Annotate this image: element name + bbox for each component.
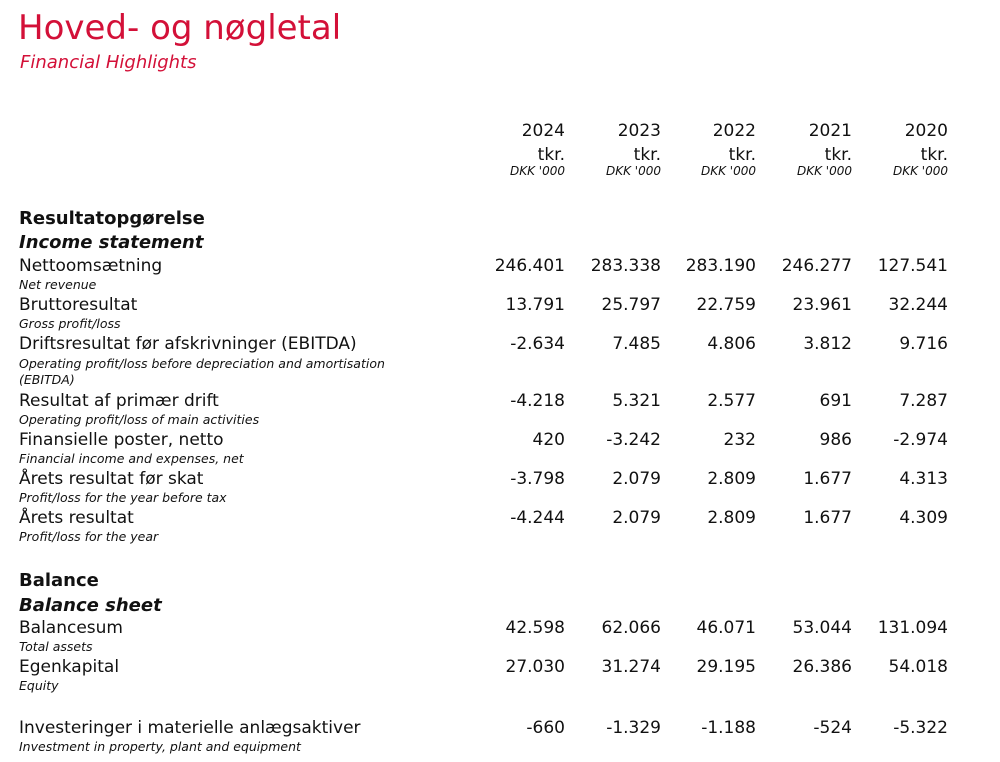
row-value: 127.541 (877, 256, 948, 276)
row-value: 131.094 (877, 618, 948, 638)
row-label-en: Investment in property, plant and equipment (19, 739, 301, 754)
row-value: 25.797 (601, 295, 661, 315)
page-title: Hoved- og nøgletal (18, 8, 342, 48)
section-heading-income: Resultatopgørelse (19, 208, 205, 229)
row-value: -4.244 (510, 508, 565, 528)
row-label-en: Profit/loss for the year (19, 529, 159, 544)
row-value: 13.791 (505, 295, 565, 315)
section-heading-balance: Balance (19, 570, 99, 591)
row-value: -3.242 (606, 430, 661, 450)
row-label: Årets resultat (19, 508, 134, 528)
row-label-en: Profit/loss for the year before tax (19, 490, 227, 505)
row-value: 2.079 (612, 469, 661, 489)
column-year: 2020 (904, 121, 948, 141)
column-unit-en: DKK '000 (510, 164, 565, 178)
row-value: 26.386 (792, 657, 852, 677)
row-value: -1.188 (701, 718, 756, 738)
row-value: 420 (532, 430, 565, 450)
column-year: 2021 (808, 121, 852, 141)
row-value: 32.244 (888, 295, 948, 315)
section-heading-income-en: Income statement (19, 232, 204, 253)
row-value: 283.190 (685, 256, 756, 276)
row-value: -524 (813, 718, 852, 738)
row-value: -660 (526, 718, 565, 738)
row-value: 246.277 (781, 256, 852, 276)
row-value: 27.030 (505, 657, 565, 677)
row-label: Investeringer i materielle anlægsaktiver (19, 718, 361, 738)
column-unit: tkr. (824, 145, 852, 165)
row-value: 691 (819, 391, 852, 411)
column-unit: tkr. (728, 145, 756, 165)
row-value: -5.322 (893, 718, 948, 738)
row-label-en: Net revenue (19, 277, 97, 292)
row-value: 986 (819, 430, 852, 450)
row-label: Nettoomsætning (19, 256, 163, 276)
row-label: Finansielle poster, netto (19, 430, 224, 450)
row-value: -3.798 (510, 469, 565, 489)
row-value: 22.759 (696, 295, 756, 315)
row-value: 54.018 (888, 657, 948, 677)
row-value: 1.677 (803, 469, 852, 489)
row-value: 7.485 (612, 334, 661, 354)
row-value: 53.044 (792, 618, 852, 638)
row-label-en: Equity (19, 678, 59, 693)
column-unit: tkr. (920, 145, 948, 165)
row-value: 3.812 (803, 334, 852, 354)
row-value: 246.401 (494, 256, 565, 276)
row-value: 232 (723, 430, 756, 450)
row-label: Driftsresultat før afskrivninger (EBITDA) (19, 334, 357, 354)
column-unit-en: DKK '000 (701, 164, 756, 178)
row-value: 9.716 (899, 334, 948, 354)
row-label: Årets resultat før skat (19, 469, 204, 489)
row-label: Resultat af primær drift (19, 391, 219, 411)
column-year: 2022 (712, 121, 756, 141)
column-unit-en: DKK '000 (606, 164, 661, 178)
row-value: 2.577 (707, 391, 756, 411)
row-value: 42.598 (505, 618, 565, 638)
row-value: 2.079 (612, 508, 661, 528)
section-heading-balance-en: Balance sheet (19, 595, 162, 616)
row-value: 4.806 (707, 334, 756, 354)
row-value: 1.677 (803, 508, 852, 528)
column-year: 2023 (617, 121, 661, 141)
row-label-en: Financial income and expenses, net (19, 451, 244, 466)
row-value: 7.287 (899, 391, 948, 411)
page-subtitle: Financial Highlights (20, 52, 197, 73)
row-value: 5.321 (612, 391, 661, 411)
row-value: 2.809 (707, 508, 756, 528)
column-unit: tkr. (633, 145, 661, 165)
row-label-en: Total assets (19, 639, 93, 654)
row-value: 46.071 (696, 618, 756, 638)
row-value: 283.338 (590, 256, 661, 276)
row-value: -1.329 (606, 718, 661, 738)
row-label-en: Operating profit/loss before depreciation and amortisation (EBITDA) (19, 356, 385, 387)
column-unit-en: DKK '000 (797, 164, 852, 178)
row-value: 23.961 (792, 295, 852, 315)
row-label: Balancesum (19, 618, 123, 638)
column-year: 2024 (521, 121, 565, 141)
row-value: -2.974 (893, 430, 948, 450)
row-value: -4.218 (510, 391, 565, 411)
row-value: 4.313 (899, 469, 948, 489)
row-value: 62.066 (601, 618, 661, 638)
row-label: Egenkapital (19, 657, 120, 677)
column-unit: tkr. (537, 145, 565, 165)
row-value: 29.195 (696, 657, 756, 677)
column-unit-en: DKK '000 (893, 164, 948, 178)
row-value: 2.809 (707, 469, 756, 489)
row-value: 31.274 (601, 657, 661, 677)
row-value: 4.309 (899, 508, 948, 528)
row-label-en: Operating profit/loss of main activities (19, 412, 260, 427)
row-label-en: Gross profit/loss (19, 316, 121, 331)
row-value: -2.634 (510, 334, 565, 354)
row-label: Bruttoresultat (19, 295, 138, 315)
